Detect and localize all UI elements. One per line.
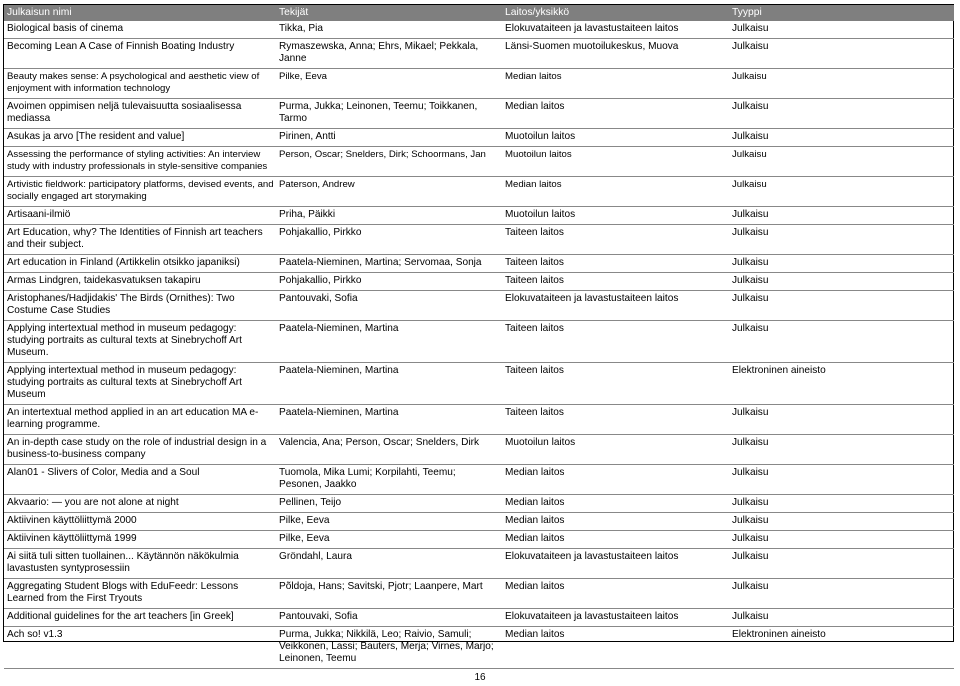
table-row <box>4 147 954 177</box>
type-cell: Julkaisu <box>729 549 954 579</box>
unit-cell: Median laitos <box>502 513 729 531</box>
authors-cell: Paatela-Nieminen, Martina <box>276 405 502 435</box>
type-cell: Julkaisu <box>729 207 954 225</box>
title-cell: Artisaani-ilmiö <box>4 207 276 225</box>
title-cell: Armas Lindgren, taidekasvatuksen takapiru <box>4 273 276 291</box>
authors-cell: Põldoja, Hans; Savitski, Pjotr; Laanpere, Mart <box>276 579 502 609</box>
type-cell: Julkaisu <box>729 69 954 99</box>
table-row <box>4 495 954 513</box>
authors-cell: Pantouvaki, Sofia <box>276 291 502 321</box>
title-cell: Becoming Lean A Case of Finnish Boating Industry <box>4 39 276 69</box>
title-cell: Biological basis of cinema <box>4 21 276 39</box>
unit-cell: Elokuvataiteen ja lavastustaiteen laitos <box>502 609 729 627</box>
authors-cell: Pellinen, Teijo <box>276 495 502 513</box>
title-cell: Ai siitä tuli sitten tuollainen... Käytännön näkökulmia lavastusten syntyprosessiin <box>4 549 276 579</box>
unit-cell: Median laitos <box>502 531 729 549</box>
table-row <box>4 627 954 669</box>
table-row <box>4 321 954 363</box>
type-cell: Elektroninen aineisto <box>729 363 954 405</box>
table-row <box>4 363 954 405</box>
table-row <box>4 39 954 69</box>
unit-cell: Median laitos <box>502 99 729 129</box>
header-unit: Laitos/yksikkö <box>502 5 729 21</box>
unit-cell: Muotoilun laitos <box>502 147 729 177</box>
authors-cell: Pohjakallio, Pirkko <box>276 273 502 291</box>
header-type: Tyyppi <box>729 5 954 21</box>
authors-cell: Tuomola, Mika Lumi; Korpilahti, Teemu; Pesonen, Jaakko <box>276 465 502 495</box>
type-cell: Julkaisu <box>729 465 954 495</box>
unit-cell: Median laitos <box>502 177 729 207</box>
unit-cell: Median laitos <box>502 579 729 609</box>
authors-cell: Priha, Päikki <box>276 207 502 225</box>
unit-cell: Elokuvataiteen ja lavastustaiteen laitos <box>502 21 729 39</box>
table-row <box>4 513 954 531</box>
type-cell: Julkaisu <box>729 255 954 273</box>
unit-cell: Median laitos <box>502 627 729 669</box>
authors-cell: Pilke, Eeva <box>276 531 502 549</box>
authors-cell: Pohjakallio, Pirkko <box>276 225 502 255</box>
authors-cell: Pantouvaki, Sofia <box>276 609 502 627</box>
type-cell: Julkaisu <box>729 495 954 513</box>
type-cell: Julkaisu <box>729 579 954 609</box>
type-cell: Julkaisu <box>729 177 954 207</box>
table-row <box>4 579 954 609</box>
table-row <box>4 291 954 321</box>
type-cell: Julkaisu <box>729 321 954 363</box>
title-cell: Akvaario: — you are not alone at night <box>4 495 276 513</box>
unit-cell: Taiteen laitos <box>502 225 729 255</box>
title-cell: Asukas ja arvo [The resident and value] <box>4 129 276 147</box>
unit-cell: Länsi-Suomen muotoilukeskus, Muova <box>502 39 729 69</box>
title-cell: Avoimen oppimisen neljä tulevaisuutta sosiaalisessa mediassa <box>4 99 276 129</box>
authors-cell: Person, Oscar; Snelders, Dirk; Schoormans, Jan <box>276 147 502 177</box>
authors-cell: Tikka, Pia <box>276 21 502 39</box>
authors-cell: Paterson, Andrew <box>276 177 502 207</box>
type-cell: Julkaisu <box>729 99 954 129</box>
table-row <box>4 177 954 207</box>
title-cell: Aristophanes/Hadjidakis' The Birds (Ornithes): Two Costume Case Studies <box>4 291 276 321</box>
title-cell: Aggregating Student Blogs with EduFeedr: Lessons Learned from the First Tryouts <box>4 579 276 609</box>
table-row <box>4 609 954 627</box>
table-header-row <box>4 5 954 21</box>
unit-cell: Taiteen laitos <box>502 273 729 291</box>
type-cell: Julkaisu <box>729 147 954 177</box>
table-row <box>4 69 954 99</box>
unit-cell: Taiteen laitos <box>502 321 729 363</box>
table-row <box>4 405 954 435</box>
type-cell: Julkaisu <box>729 39 954 69</box>
type-cell: Julkaisu <box>729 609 954 627</box>
header-authors: Tekijät <box>276 5 502 21</box>
type-cell: Julkaisu <box>729 291 954 321</box>
table-row <box>4 99 954 129</box>
table-row <box>4 207 954 225</box>
unit-cell: Median laitos <box>502 69 729 99</box>
table-row <box>4 273 954 291</box>
title-cell: Applying intertextual method in museum pedagogy: studying portraits as cultural texts at Sinebrychoff Art Museum. <box>4 321 276 363</box>
page-number: 16 <box>474 672 486 683</box>
title-cell: Alan01 - Slivers of Color, Media and a Soul <box>4 465 276 495</box>
title-cell: Applying intertextual method in museum pedagogy: studying portraits as cultural texts at Sinebrychoff Art Museum <box>4 363 276 405</box>
table-row <box>4 255 954 273</box>
type-cell: Julkaisu <box>729 435 954 465</box>
table-row <box>4 531 954 549</box>
type-cell: Julkaisu <box>729 129 954 147</box>
authors-cell: Pilke, Eeva <box>276 513 502 531</box>
title-cell: An in-depth case study on the role of industrial design in a business-to-business company <box>4 435 276 465</box>
authors-cell: Gröndahl, Laura <box>276 549 502 579</box>
table-row <box>4 435 954 465</box>
authors-cell: Paatela-Nieminen, Martina <box>276 363 502 405</box>
type-cell: Julkaisu <box>729 405 954 435</box>
type-cell: Julkaisu <box>729 225 954 255</box>
title-cell: Additional guidelines for the art teachers [in Greek] <box>4 609 276 627</box>
publications-table-frame <box>3 4 954 664</box>
type-cell: Julkaisu <box>729 21 954 39</box>
type-cell: Julkaisu <box>729 513 954 531</box>
table-row <box>4 129 954 147</box>
authors-cell: Paatela-Nieminen, Martina <box>276 321 502 363</box>
header-title: Julkaisun nimi <box>4 5 276 21</box>
unit-cell: Elokuvataiteen ja lavastustaiteen laitos <box>502 291 729 321</box>
authors-cell: Rymaszewska, Anna; Ehrs, Mikael; Pekkala, Janne <box>276 39 502 69</box>
title-cell: An intertextual method applied in an art education MA e-learning programme. <box>4 405 276 435</box>
publications-table <box>4 5 954 669</box>
title-cell: Aktiivinen käyttöliittymä 1999 <box>4 531 276 549</box>
unit-cell: Median laitos <box>502 495 729 513</box>
title-cell: Assessing the performance of styling activities: An interview study with industry professionals in style-sensitive companies <box>4 147 276 177</box>
title-cell: Ach so! v1.3 <box>4 627 276 669</box>
table-row <box>4 465 954 495</box>
unit-cell: Muotoilun laitos <box>502 129 729 147</box>
authors-cell: Pirinen, Antti <box>276 129 502 147</box>
unit-cell: Taiteen laitos <box>502 363 729 405</box>
type-cell: Elektroninen aineisto <box>729 627 954 669</box>
authors-cell: Pilke, Eeva <box>276 69 502 99</box>
unit-cell: Taiteen laitos <box>502 255 729 273</box>
table-row <box>4 21 954 39</box>
authors-cell: Purma, Jukka; Leinonen, Teemu; Toikkanen, Tarmo <box>276 99 502 129</box>
title-cell: Art education in Finland (Artikkelin otsikko japaniksi) <box>4 255 276 273</box>
type-cell: Julkaisu <box>729 531 954 549</box>
unit-cell: Median laitos <box>502 465 729 495</box>
title-cell: Artivistic fieldwork: participatory platforms, devised events, and socially engaged art storymaking <box>4 177 276 207</box>
authors-cell: Valencia, Ana; Person, Oscar; Snelders, Dirk <box>276 435 502 465</box>
unit-cell: Elokuvataiteen ja lavastustaiteen laitos <box>502 549 729 579</box>
unit-cell: Taiteen laitos <box>502 405 729 435</box>
authors-cell: Purma, Jukka; Nikkilä, Leo; Raivio, Samuli; Veikkonen, Lassi; Bauters, Merja; Virnes, Marjo; Leinonen, Teemu <box>276 627 502 669</box>
table-row <box>4 549 954 579</box>
title-cell: Aktiivinen käyttöliittymä 2000 <box>4 513 276 531</box>
title-cell: Art Education, why? The Identities of Finnish art teachers and their subject. <box>4 225 276 255</box>
unit-cell: Muotoilun laitos <box>502 207 729 225</box>
authors-cell: Paatela-Nieminen, Martina; Servomaa, Sonja <box>276 255 502 273</box>
table-row <box>4 225 954 255</box>
unit-cell: Muotoilun laitos <box>502 435 729 465</box>
type-cell: Julkaisu <box>729 273 954 291</box>
title-cell: Beauty makes sense: A psychological and aesthetic view of enjoyment with information technology <box>4 69 276 99</box>
